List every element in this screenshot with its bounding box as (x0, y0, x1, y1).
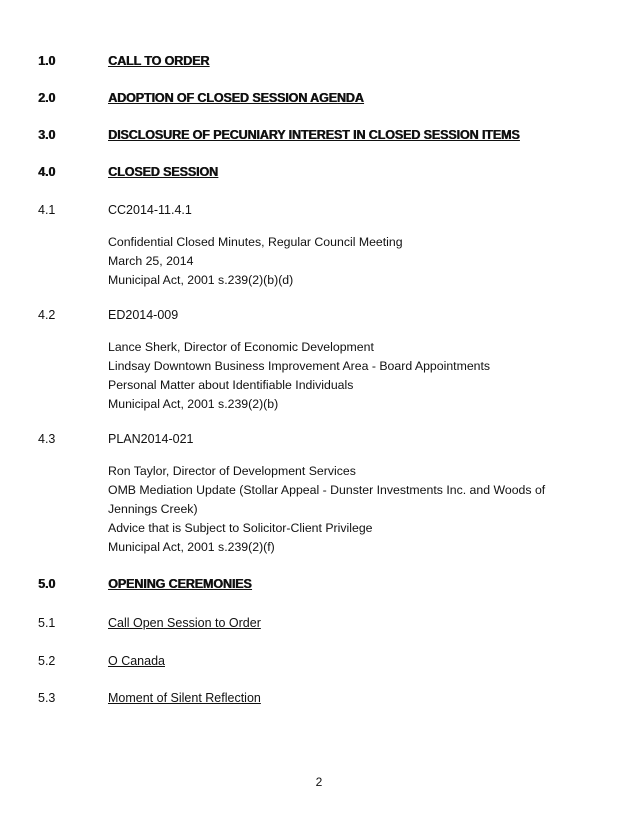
item-reference: CC2014-11.4.1 (108, 203, 192, 217)
detail-line: March 25, 2014 (108, 254, 194, 268)
detail-line: Municipal Act, 2001 s.239(2)(b)(d) (108, 273, 294, 287)
detail-line: Ron Taylor, Director of Development Services (108, 464, 356, 478)
section-title: CALL TO ORDER (108, 54, 210, 68)
section-number: 4.0 (38, 165, 56, 179)
section-number: 2.0 (38, 91, 56, 105)
section-title: DISCLOSURE OF PECUNIARY INTEREST IN CLOSED SESSION ITEMS (108, 128, 520, 142)
detail-line: Lindsay Downtown Business Improvement Area - Board Appointments (108, 359, 491, 373)
item-number: 4.2 (38, 308, 56, 322)
closed-item-4-2-details (108, 338, 578, 414)
closed-item-4-1-details (108, 233, 578, 290)
item-number: 4.1 (38, 203, 56, 217)
detail-line: Lance Sherk, Director of Economic Development (108, 340, 374, 354)
detail-line: Confidential Closed Minutes, Regular Council Meeting (108, 235, 403, 249)
section-title: OPENING CEREMONIES (108, 577, 252, 591)
item-number: 4.3 (38, 432, 56, 446)
detail-line: Advice that is Subject to Solicitor-Client Privilege (108, 521, 373, 535)
detail-line: Municipal Act, 2001 s.239(2)(b) (108, 397, 279, 411)
closed-item-4-3-details (108, 462, 578, 557)
section-number: 3.0 (38, 128, 56, 142)
item-reference: ED2014-009 (108, 308, 179, 322)
detail-line: Personal Matter about Identifiable Individuals (108, 378, 354, 392)
item-link-o-canada[interactable]: O Canada (108, 654, 165, 668)
section-number: 5.0 (38, 577, 56, 591)
item-number: 5.1 (38, 616, 56, 630)
item-number: 5.2 (38, 654, 56, 668)
section-title: ADOPTION OF CLOSED SESSION AGENDA (108, 91, 364, 105)
item-link-moment-of-silent-reflection[interactable]: Moment of Silent Reflection (108, 691, 261, 705)
detail-line: OMB Mediation Update (Stollar Appeal - Dunster Investments Inc. and Woods of Jennings Creek) (108, 483, 546, 516)
item-reference: PLAN2014-021 (108, 432, 194, 446)
section-number: 1.0 (38, 54, 56, 68)
item-number: 5.3 (38, 691, 56, 705)
page-number: 2 (315, 775, 323, 789)
item-link-call-open-session[interactable]: Call Open Session to Order (108, 616, 261, 630)
section-title: CLOSED SESSION (108, 165, 218, 179)
detail-line: Municipal Act, 2001 s.239(2)(f) (108, 540, 275, 554)
